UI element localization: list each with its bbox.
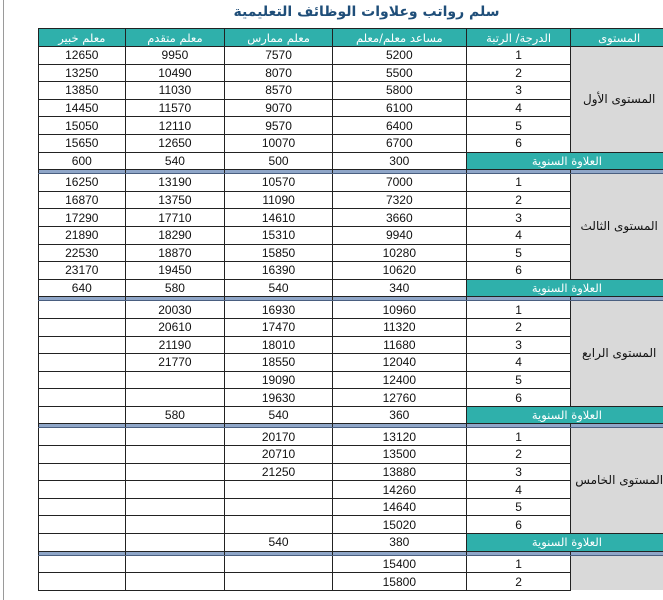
expert-teacher-salary xyxy=(39,573,126,591)
practitioner-teacher-salary: 7570 xyxy=(225,47,333,65)
assistant-teacher-salary: 10620 xyxy=(332,262,466,280)
grade-cell: 2 xyxy=(466,64,571,82)
assistant-teacher-salary: 7320 xyxy=(332,191,466,209)
advanced-teacher-allowance: 540 xyxy=(125,152,225,170)
table-row xyxy=(39,82,663,100)
level-cell xyxy=(571,555,663,590)
table-row xyxy=(39,354,663,372)
assistant-teacher-salary: 15800 xyxy=(332,573,466,591)
assistant-teacher-salary: 5500 xyxy=(332,64,466,82)
page-border xyxy=(3,0,4,600)
expert-teacher-salary: 15050 xyxy=(39,117,126,135)
expert-teacher-salary: 23170 xyxy=(39,262,126,280)
expert-teacher-salary xyxy=(39,318,126,336)
expert-teacher-salary xyxy=(39,336,126,354)
assistant-teacher-allowance: 380 xyxy=(332,534,466,552)
assistant-teacher-salary: 13500 xyxy=(332,446,466,464)
assistant-teacher-salary: 5800 xyxy=(332,82,466,100)
expert-teacher-salary xyxy=(39,354,126,372)
assistant-teacher-salary: 10960 xyxy=(332,301,466,319)
table-row xyxy=(39,371,663,389)
advanced-teacher-salary: 18290 xyxy=(125,226,225,244)
table-row xyxy=(39,191,663,209)
practitioner-teacher-salary: 9570 xyxy=(225,117,333,135)
practitioner-teacher-salary xyxy=(225,516,333,534)
table-row xyxy=(39,47,663,65)
level-cell: المستوى الأول xyxy=(571,47,663,153)
practitioner-teacher-salary: 19630 xyxy=(225,389,333,407)
table-row xyxy=(39,481,663,499)
assistant-teacher-salary: 10280 xyxy=(332,244,466,262)
table-row xyxy=(39,389,663,407)
grade-cell: 1 xyxy=(466,428,571,446)
assistant-teacher-salary: 15400 xyxy=(332,555,466,573)
assistant-teacher-salary: 6400 xyxy=(332,117,466,135)
assistant-teacher-salary: 15020 xyxy=(332,516,466,534)
table-row xyxy=(39,446,663,464)
advanced-teacher-allowance: 580 xyxy=(125,406,225,424)
grade-cell: 6 xyxy=(466,389,571,407)
grade-cell: 3 xyxy=(466,463,571,481)
table-row xyxy=(39,428,663,446)
grade-cell: 2 xyxy=(466,191,571,209)
practitioner-teacher-salary: 19090 xyxy=(225,371,333,389)
practitioner-teacher-allowance: 500 xyxy=(225,152,333,170)
expert-teacher-salary: 16870 xyxy=(39,191,126,209)
table-row xyxy=(39,244,663,262)
table-row xyxy=(39,134,663,152)
assistant-teacher-salary: 3660 xyxy=(332,209,466,227)
grade-cell: 6 xyxy=(466,134,571,152)
practitioner-teacher-salary: 15310 xyxy=(225,226,333,244)
expert-teacher-salary xyxy=(39,481,126,499)
expert-teacher-salary: 16250 xyxy=(39,174,126,192)
grade-cell: 6 xyxy=(466,262,571,280)
advanced-teacher-salary: 13750 xyxy=(125,191,225,209)
assistant-teacher-salary: 6100 xyxy=(332,99,466,117)
table-row xyxy=(39,573,663,591)
advanced-teacher-salary xyxy=(125,428,225,446)
practitioner-teacher-salary: 18550 xyxy=(225,354,333,372)
advanced-teacher-salary: 11030 xyxy=(125,82,225,100)
assistant-teacher-allowance: 360 xyxy=(332,406,466,424)
table-body xyxy=(39,47,663,591)
grade-cell: 4 xyxy=(466,481,571,499)
expert-teacher-salary xyxy=(39,498,126,516)
assistant-teacher-salary: 12040 xyxy=(332,354,466,372)
practitioner-teacher-salary: 10070 xyxy=(225,134,333,152)
expert-teacher-allowance: 640 xyxy=(39,279,126,297)
assistant-teacher-salary: 5200 xyxy=(332,47,466,65)
advanced-teacher-salary: 21770 xyxy=(125,354,225,372)
table-row xyxy=(39,318,663,336)
assistant-teacher-salary: 12400 xyxy=(332,371,466,389)
practitioner-teacher-salary: 8070 xyxy=(225,64,333,82)
advanced-teacher-salary xyxy=(125,573,225,591)
expert-teacher-salary xyxy=(39,446,126,464)
advanced-teacher-salary xyxy=(125,446,225,464)
expert-teacher-salary: 13850 xyxy=(39,82,126,100)
advanced-teacher-salary xyxy=(125,498,225,516)
advanced-teacher-salary: 21190 xyxy=(125,336,225,354)
practitioner-teacher-salary xyxy=(225,555,333,573)
allowance-label: العلاوة السنوية xyxy=(466,534,663,552)
practitioner-teacher-salary xyxy=(225,498,333,516)
level-cell: المستوى الخامس xyxy=(571,428,663,534)
advanced-teacher-allowance xyxy=(125,534,225,552)
advanced-teacher-salary xyxy=(125,389,225,407)
table-row xyxy=(39,498,663,516)
expert-teacher-salary: 14450 xyxy=(39,99,126,117)
header-advanced-teacher: معلم متقدم xyxy=(125,29,225,47)
expert-teacher-salary xyxy=(39,371,126,389)
expert-teacher-allowance xyxy=(39,406,126,424)
grade-cell: 3 xyxy=(466,82,571,100)
table-header-row xyxy=(39,29,663,47)
practitioner-teacher-salary xyxy=(225,573,333,591)
allowance-label: العلاوة السنوية xyxy=(466,152,663,170)
grade-cell: 5 xyxy=(466,244,571,262)
practitioner-teacher-salary: 11090 xyxy=(225,191,333,209)
grade-cell: 2 xyxy=(466,446,571,464)
practitioner-teacher-salary: 20170 xyxy=(225,428,333,446)
advanced-teacher-salary: 11570 xyxy=(125,99,225,117)
assistant-teacher-salary: 9940 xyxy=(332,226,466,244)
assistant-teacher-salary: 13880 xyxy=(332,463,466,481)
advanced-teacher-salary: 10490 xyxy=(125,64,225,82)
table-row xyxy=(39,226,663,244)
table-row xyxy=(39,516,663,534)
advanced-teacher-salary: 9950 xyxy=(125,47,225,65)
grade-cell: 2 xyxy=(466,573,571,591)
page-title: سلم رواتب وعلاوات الوظائف التعليمية xyxy=(233,4,500,20)
table-row xyxy=(39,336,663,354)
practitioner-teacher-salary: 10570 xyxy=(225,174,333,192)
allowance-row xyxy=(39,534,663,552)
advanced-teacher-salary xyxy=(125,463,225,481)
grade-cell: 3 xyxy=(466,336,571,354)
expert-teacher-salary: 21890 xyxy=(39,226,126,244)
advanced-teacher-salary xyxy=(125,516,225,534)
assistant-teacher-allowance: 340 xyxy=(332,279,466,297)
table-row xyxy=(39,209,663,227)
advanced-teacher-salary: 19450 xyxy=(125,262,225,280)
table-row xyxy=(39,117,663,135)
practitioner-teacher-salary: 8570 xyxy=(225,82,333,100)
expert-teacher-salary: 15650 xyxy=(39,134,126,152)
header-practitioner-teacher: معلم ممارس xyxy=(225,29,333,47)
advanced-teacher-salary xyxy=(125,555,225,573)
practitioner-teacher-salary: 18010 xyxy=(225,336,333,354)
expert-teacher-allowance xyxy=(39,534,126,552)
expert-teacher-salary xyxy=(39,463,126,481)
practitioner-teacher-salary: 15850 xyxy=(225,244,333,262)
grade-cell: 1 xyxy=(466,301,571,319)
assistant-teacher-salary: 14640 xyxy=(332,498,466,516)
grade-cell: 3 xyxy=(466,209,571,227)
practitioner-teacher-allowance: 540 xyxy=(225,279,333,297)
assistant-teacher-salary: 7000 xyxy=(332,174,466,192)
table-row xyxy=(39,463,663,481)
assistant-teacher-salary: 11320 xyxy=(332,318,466,336)
expert-teacher-salary xyxy=(39,428,126,446)
assistant-teacher-salary: 11680 xyxy=(332,336,466,354)
practitioner-teacher-allowance: 540 xyxy=(225,534,333,552)
advanced-teacher-salary: 12650 xyxy=(125,134,225,152)
grade-cell: 6 xyxy=(466,516,571,534)
expert-teacher-salary: 13250 xyxy=(39,64,126,82)
advanced-teacher-allowance: 580 xyxy=(125,279,225,297)
expert-teacher-salary: 22530 xyxy=(39,244,126,262)
table-row xyxy=(39,174,663,192)
assistant-teacher-salary: 13120 xyxy=(332,428,466,446)
practitioner-teacher-salary: 16930 xyxy=(225,301,333,319)
salary-table xyxy=(38,28,663,591)
table-row xyxy=(39,262,663,280)
level-cell: المستوى الرابع xyxy=(571,301,663,407)
grade-cell: 1 xyxy=(466,47,571,65)
advanced-teacher-salary: 17710 xyxy=(125,209,225,227)
table-row xyxy=(39,64,663,82)
advanced-teacher-salary: 12110 xyxy=(125,117,225,135)
expert-teacher-salary xyxy=(39,389,126,407)
allowance-label: العلاوة السنوية xyxy=(466,279,663,297)
expert-teacher-salary: 12650 xyxy=(39,47,126,65)
advanced-teacher-salary: 20610 xyxy=(125,318,225,336)
header-level: المستوى xyxy=(571,29,663,47)
grade-cell: 5 xyxy=(466,371,571,389)
expert-teacher-salary: 17290 xyxy=(39,209,126,227)
expert-teacher-salary xyxy=(39,301,126,319)
practitioner-teacher-salary: 20710 xyxy=(225,446,333,464)
grade-cell: 4 xyxy=(466,354,571,372)
assistant-teacher-salary: 12760 xyxy=(332,389,466,407)
table-row xyxy=(39,301,663,319)
allowance-row xyxy=(39,406,663,424)
practitioner-teacher-salary: 9070 xyxy=(225,99,333,117)
practitioner-teacher-salary: 17470 xyxy=(225,318,333,336)
header-assistant-teacher: مساعد معلم/معلم xyxy=(332,29,466,47)
assistant-teacher-salary: 6700 xyxy=(332,134,466,152)
header-expert-teacher: معلم خبير xyxy=(39,29,126,47)
allowance-row xyxy=(39,152,663,170)
grade-cell: 5 xyxy=(466,117,571,135)
advanced-teacher-salary xyxy=(125,481,225,499)
table-row xyxy=(39,99,663,117)
assistant-teacher-salary: 14260 xyxy=(332,481,466,499)
grade-cell: 5 xyxy=(466,498,571,516)
header-grade: الدرجة/ الرتبة xyxy=(466,29,571,47)
expert-teacher-salary xyxy=(39,516,126,534)
practitioner-teacher-salary: 21250 xyxy=(225,463,333,481)
grade-cell: 1 xyxy=(466,555,571,573)
practitioner-teacher-allowance: 540 xyxy=(225,406,333,424)
assistant-teacher-allowance: 300 xyxy=(332,152,466,170)
grade-cell: 2 xyxy=(466,318,571,336)
practitioner-teacher-salary: 16390 xyxy=(225,262,333,280)
grade-cell: 4 xyxy=(466,99,571,117)
advanced-teacher-salary: 20030 xyxy=(125,301,225,319)
table-row xyxy=(39,555,663,573)
expert-teacher-salary xyxy=(39,555,126,573)
grade-cell: 4 xyxy=(466,226,571,244)
expert-teacher-allowance: 600 xyxy=(39,152,126,170)
allowance-row xyxy=(39,279,663,297)
level-cell: المستوى الثالث xyxy=(571,174,663,280)
practitioner-teacher-salary xyxy=(225,481,333,499)
advanced-teacher-salary: 18870 xyxy=(125,244,225,262)
advanced-teacher-salary xyxy=(125,371,225,389)
advanced-teacher-salary: 13190 xyxy=(125,174,225,192)
practitioner-teacher-salary: 14610 xyxy=(225,209,333,227)
grade-cell: 1 xyxy=(466,174,571,192)
allowance-label: العلاوة السنوية xyxy=(466,406,663,424)
